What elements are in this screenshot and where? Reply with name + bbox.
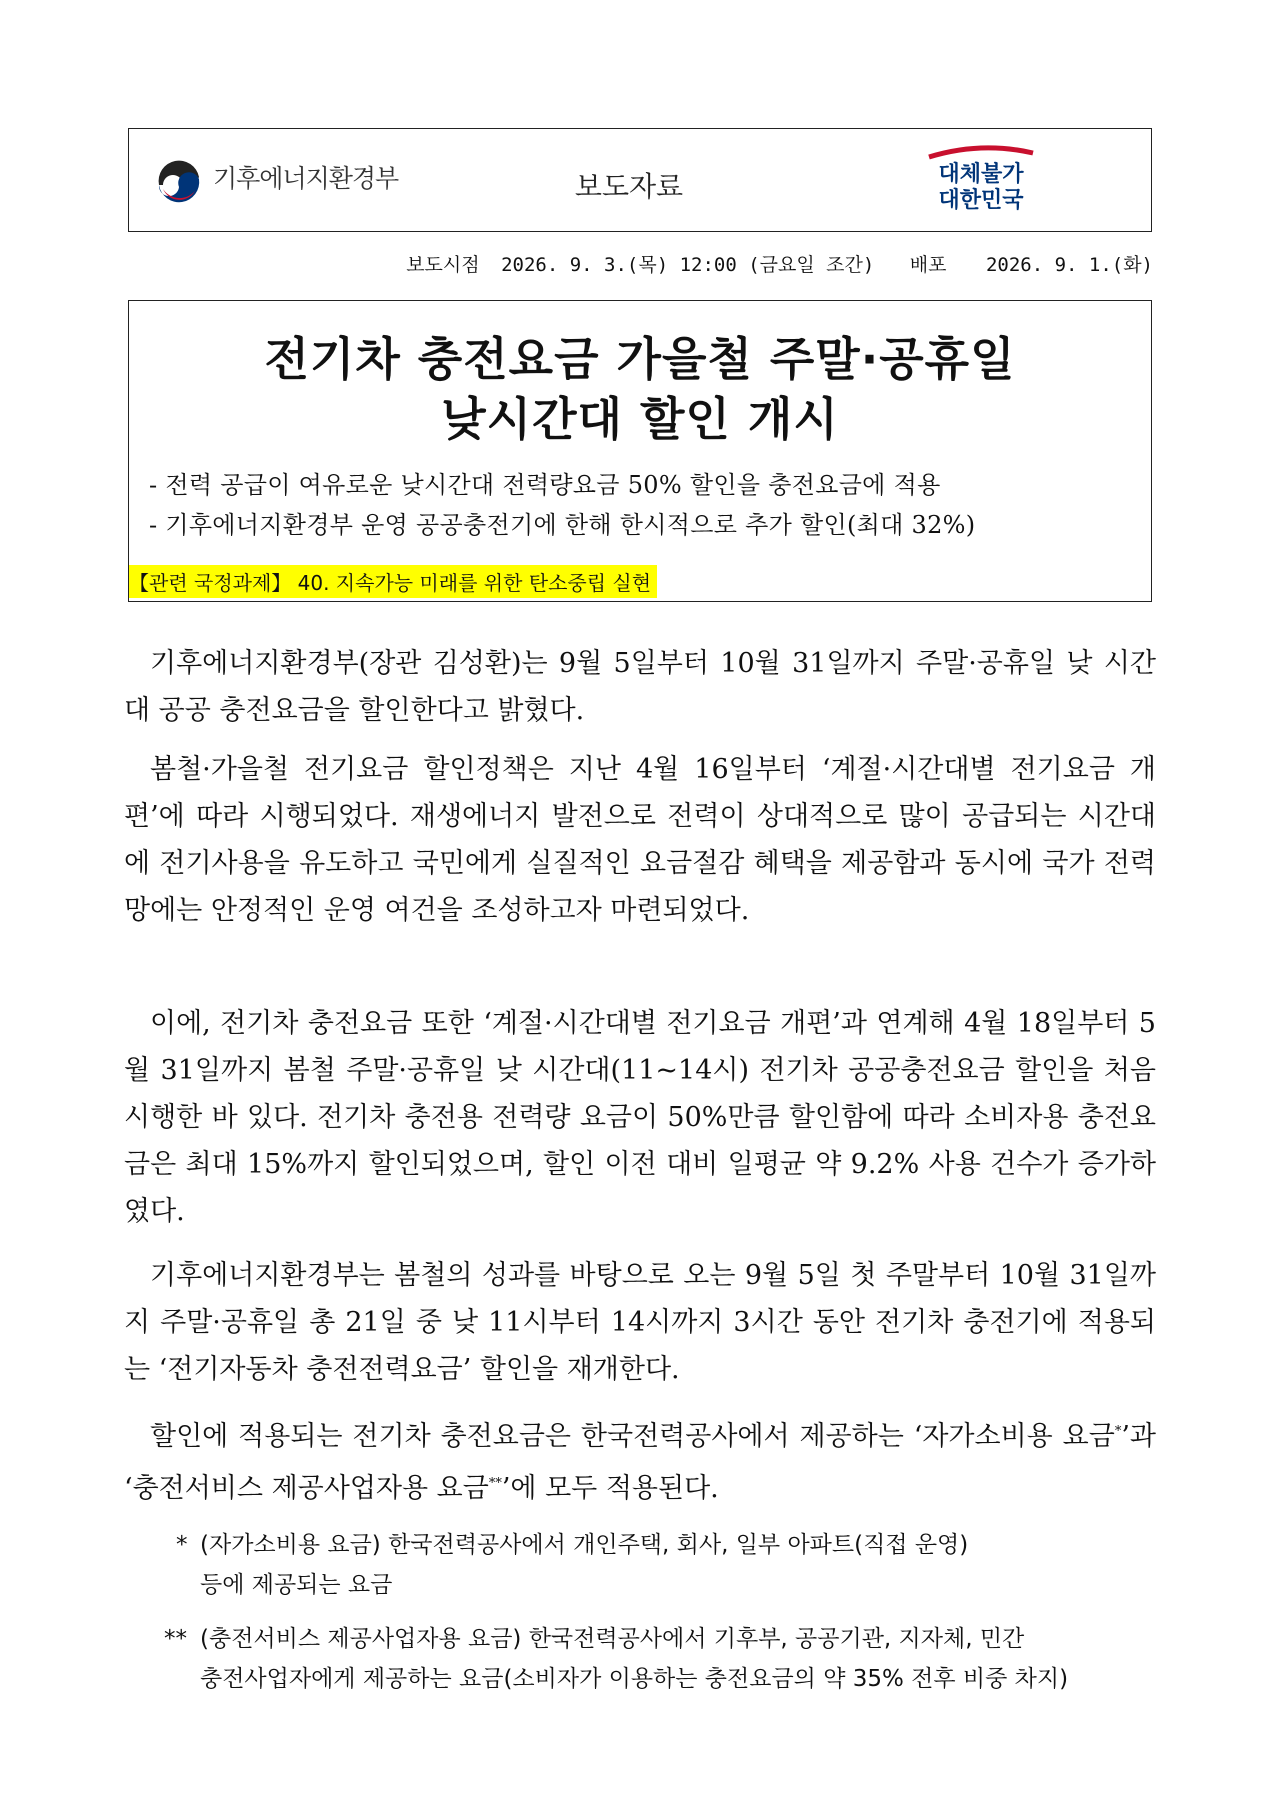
footnote-ref-2: ** <box>488 1476 502 1491</box>
release-time: 2026. 9. 3.(목) 12:00 (금요일 조간) <box>501 254 875 276</box>
taegeuk-emblem-icon <box>153 155 205 207</box>
body-paragraph-3 <box>124 1000 1156 1235</box>
footnote-ref-1: * <box>1114 1424 1122 1439</box>
footnote-mark-2: ** <box>164 1626 187 1652</box>
slogan-logo <box>921 145 1041 217</box>
paragraph-text: 봄철·가을철 전기요금 할인정책은 지난 4월 16일부터 ‘계절·시간대별 전기요금 개편’에 따라 시행되었다. 재생에너지 발전으로 전력이 상대적으로 많이 공급되는 시간대에 전기사용을 유도하고 국민에게 실질적인 요금절감 혜택을 제공함과 동시에 국가 전력망에는 안정적인 운영 여건을 조성하고자 마련되었다. <box>124 754 1156 926</box>
body-paragraph-2 <box>124 746 1156 934</box>
footnote-1-line-2: 등에 제공되는 요금 <box>200 1572 393 1598</box>
footnote-mark-1: * <box>176 1532 188 1558</box>
press-release-label: 보도자료 <box>574 170 684 203</box>
svg-text:대체불가: 대체불가 <box>938 162 1024 187</box>
distribution-date: 2026. 9. 1.(화) <box>985 254 1153 276</box>
paragraph-text: 할인에 적용되는 전기차 충전요금은 한국전력공사에서 제공하는 ‘자가소비용 요금 <box>150 1421 1115 1452</box>
subheadline-1: - 전력 공급이 여유로운 낮시간대 전력량요금 50% 할인을 충전요금에 적용 <box>149 471 941 499</box>
subheadline-2: - 기후에너지환경부 운영 공공충전기에 한해 한시적으로 추가 할인(최대 32%) <box>149 511 976 539</box>
policy-task-tag: 【관련 국정과제】 40. 지속가능 미래를 위한 탄소중립 실현 <box>129 565 657 598</box>
headline-line-2: 낮시간대 할인 개시 <box>441 392 839 446</box>
header-box <box>128 128 1152 232</box>
distribution-label: 배포 <box>909 254 947 276</box>
footnote-1-line-1: (자가소비용 요금) 한국전력공사에서 개인주택, 회사, 일부 아파트(직접 운영) <box>200 1532 969 1558</box>
footnote-2-line-1: (충전서비스 제공사업자용 요금) 한국전력공사에서 기후부, 공공기관, 지자체, 민간 <box>200 1626 1025 1652</box>
paragraph-text: 이에, 전기차 충전요금 또한 ‘계절·시간대별 전기요금 개편’과 연계해 4월 18일부터 5월 31일까지 봄철 주말·공휴일 낮 시간대(11~14시) 전기차 공공충전요금 할인을 처음 시행한 바 있다. 전기차 충전용 전력량 요금이 50%만큼 할인함에 따라 소비자용 충전요금은 최대 15%까지 할인되었으며, 할인 이전 대비 일평균 약 9.2% 사용 건수가 증가하였다. <box>124 1008 1156 1227</box>
body-paragraph-5 <box>124 1408 1156 1512</box>
paragraph-text: ’에 모두 적용된다. <box>501 1473 719 1504</box>
paragraph-text: 기후에너지환경부는 봄철의 성과를 바탕으로 오는 9월 5일 첫 주말부터 10월 31일까지 주말·공휴일 총 21일 중 낮 11시부터 14시까지 3시간 동안 전기차 충전기에 적용되는 ‘전기자동차 충전전력요금’ 할인을 재개한다. <box>124 1260 1156 1385</box>
svg-text:대한민국: 대한민국 <box>938 188 1024 213</box>
paragraph-text: 기후에너지환경부(장관 김성환)는 9월 5일부터 10월 31일까지 주말·공휴일 낮 시간대 공공 충전요금을 할인한다고 밝혔다. <box>124 648 1156 726</box>
body-paragraph-1 <box>124 640 1156 734</box>
release-label: 보도시점 <box>406 254 480 276</box>
body-paragraph-4 <box>124 1252 1156 1393</box>
footnote-2-line-2: 충전사업자에게 제공하는 요금(소비자가 이용하는 충전요금의 약 35% 전후 비중 차지) <box>200 1666 1069 1692</box>
title-box <box>128 300 1152 602</box>
headline-line-1: 전기차 충전요금 가을철 주말·공휴일 <box>264 332 1016 386</box>
paragraph-text: ’과 ‘충전서비스 제공사업자용 요금 <box>124 1421 1156 1504</box>
ministry-name: 기후에너지환경부 <box>213 164 399 193</box>
release-info <box>396 250 1153 277</box>
